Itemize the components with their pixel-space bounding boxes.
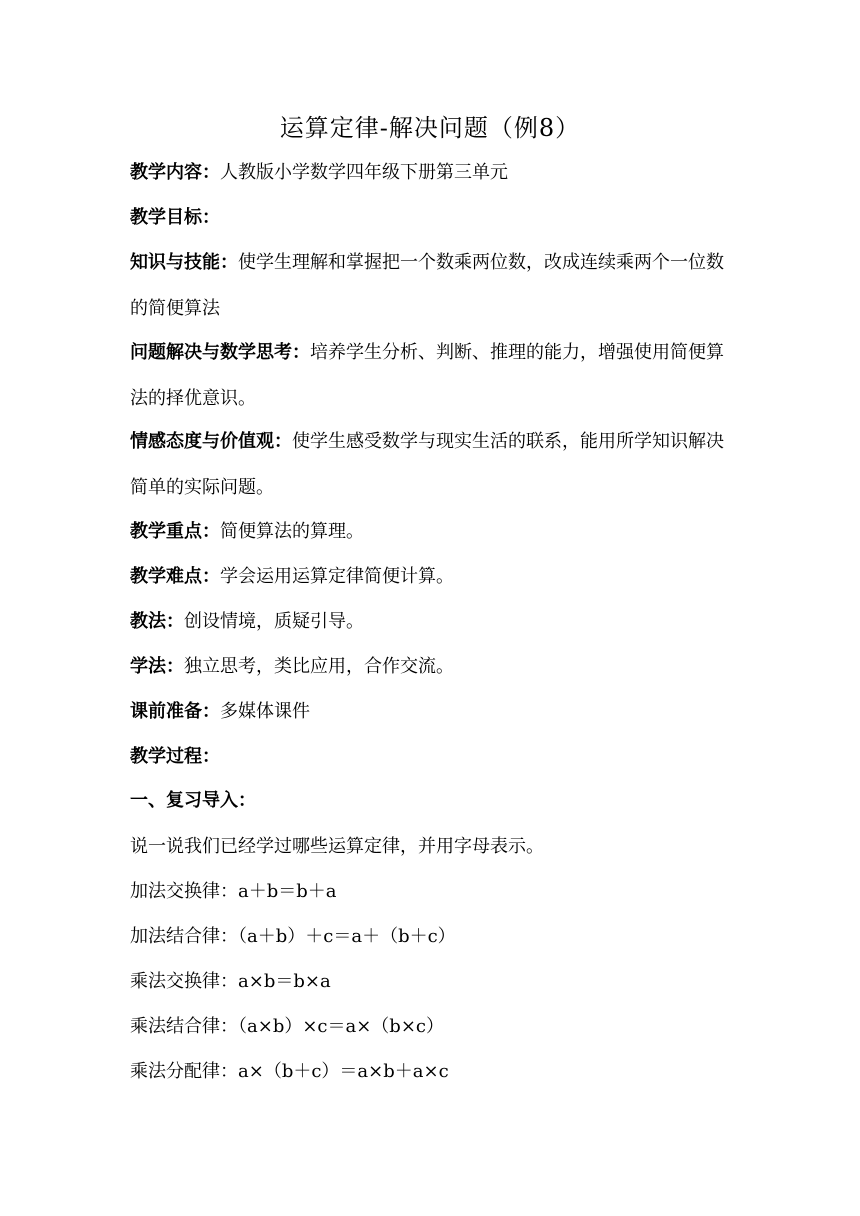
row-text: 多媒体课件 bbox=[220, 701, 310, 722]
objective-problem-solving bbox=[130, 330, 740, 422]
objectives-heading bbox=[130, 195, 740, 241]
formula-line: 乘法结合律：（a×b）×c＝a×（b×c） bbox=[130, 1016, 444, 1037]
row-label: 知识与技能： bbox=[130, 252, 238, 273]
row-label: 教法： bbox=[130, 611, 184, 632]
learning-method-row bbox=[130, 644, 740, 690]
row-label: 教学目标： bbox=[130, 207, 220, 228]
row-text: 学会运用运算定律简便计算。 bbox=[220, 566, 454, 587]
objective-emotion bbox=[130, 419, 740, 511]
document-title: 运算定律-解决问题（例8） bbox=[279, 114, 581, 142]
review-question: 说一说我们已经学过哪些运算定律，并用字母表示。 bbox=[130, 836, 544, 857]
formula-line: 乘法交换律：a×b＝b×a bbox=[130, 971, 331, 992]
formula-line: 加法结合律：（a＋b）＋c＝a＋（b＋c） bbox=[130, 926, 456, 947]
difficulty-row bbox=[130, 554, 740, 600]
row-label: 情感态度与价值观： bbox=[130, 431, 292, 452]
row-label: 一、复习导入： bbox=[130, 790, 256, 811]
review-heading bbox=[130, 778, 740, 824]
row-label: 教学过程： bbox=[130, 746, 220, 767]
row-label: 教学重点： bbox=[130, 521, 220, 542]
process-heading bbox=[130, 734, 740, 780]
content-row bbox=[130, 150, 740, 196]
row-label: 学法： bbox=[130, 656, 184, 677]
formula-line: 乘法分配律：a×（b＋c）＝a×b＋a×c bbox=[130, 1061, 449, 1082]
key-point-row bbox=[130, 509, 740, 555]
row-text: 创设情境，质疑引导。 bbox=[184, 611, 364, 632]
row-text: 使学生理解和掌握把一个数乘两位数，改成连续乘两个一位数的简便算法 bbox=[130, 252, 724, 319]
formula-line: 加法交换律：a＋b＝b＋a bbox=[130, 881, 337, 902]
row-label: 课前准备： bbox=[130, 701, 220, 722]
row-text: 简便算法的算理。 bbox=[220, 521, 364, 542]
row-text: 独立思考，类比应用，合作交流。 bbox=[184, 656, 454, 677]
row-text: 培养学生分析、判断、推理的能力，增强使用简便算法的择优意识。 bbox=[130, 342, 724, 409]
preparation-row bbox=[130, 689, 740, 735]
row-label: 教学内容： bbox=[130, 162, 220, 183]
row-text: 使学生感受数学与现实生活的联系，能用所学知识解决简单的实际问题。 bbox=[130, 431, 724, 498]
row-label: 问题解决与数学思考： bbox=[130, 342, 310, 363]
row-text: 人教版小学数学四年级下册第三单元 bbox=[220, 162, 508, 183]
objective-knowledge bbox=[130, 240, 740, 332]
row-label: 教学难点： bbox=[130, 566, 220, 587]
teaching-method-row bbox=[130, 599, 740, 645]
